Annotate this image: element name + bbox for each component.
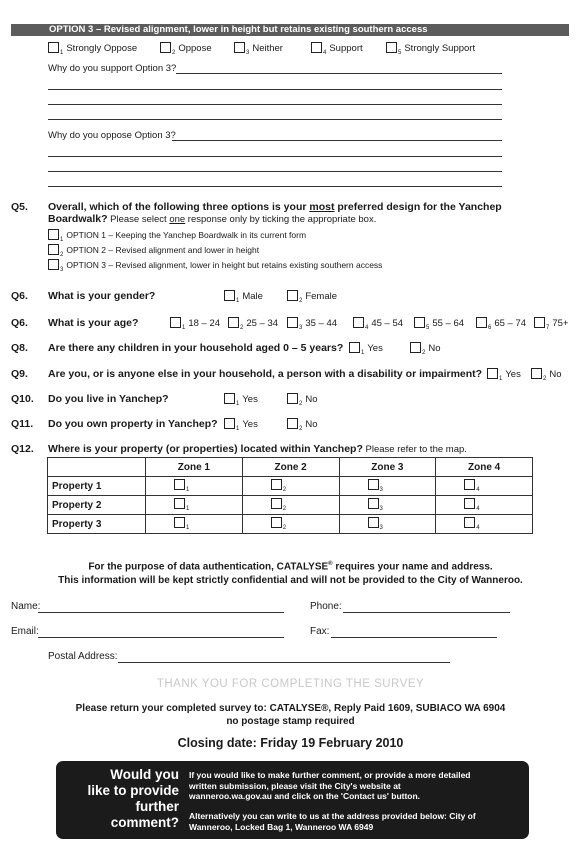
checkbox[interactable] <box>271 517 282 528</box>
zone-header-1: Zone 1 <box>146 458 243 477</box>
q6b-question: What is your age? <box>48 317 139 329</box>
banner-paragraph-2: Alternatively you can write to us at the address provided below: City of Wanneroo, Locked Bag 1, Wanneroo WA 6949 <box>189 811 476 832</box>
property-label: Property 1 <box>48 477 146 496</box>
table-row <box>48 496 533 515</box>
email-field[interactable] <box>38 637 284 638</box>
checkbox[interactable] <box>228 317 239 328</box>
name-field[interactable] <box>38 612 284 613</box>
q12-question: Where is your property (or properties) located within Yanchep? Please refer to the map. <box>48 443 467 455</box>
age-option-4[interactable]: $_4$ 45 – 54 <box>353 317 403 331</box>
zone-header-3: Zone 3 <box>339 458 436 477</box>
checkbox[interactable] <box>234 42 245 53</box>
q11-question: Do you own property in Yanchep? <box>48 418 218 430</box>
q5-number: Q5. <box>11 201 28 213</box>
option3-header-bar <box>11 24 569 36</box>
age-option-7[interactable]: $_7$ 75+ <box>534 317 568 331</box>
q6a-question: What is your gender? <box>48 290 156 302</box>
q11-number: Q11. <box>11 418 34 430</box>
checkbox[interactable] <box>464 498 475 509</box>
q5-option-3[interactable]: $_3$ OPTION 3 – Revised alignment, lower in height but retains existing southern access <box>48 259 382 273</box>
property-label: Property 3 <box>48 515 146 534</box>
checkbox[interactable] <box>224 393 235 404</box>
q11-yes[interactable]: $_1$ Yes <box>224 418 258 432</box>
p3-zone1[interactable]: 1 <box>146 515 243 534</box>
checkbox[interactable] <box>174 517 185 528</box>
checkbox[interactable] <box>487 368 498 379</box>
checkbox[interactable] <box>287 418 298 429</box>
q8-question: Are there any children in your household aged 0 – 5 years? <box>48 342 344 354</box>
postal-address-field[interactable] <box>118 662 450 663</box>
return-address-line-2: no postage stamp required <box>226 716 355 727</box>
checkbox[interactable] <box>414 317 425 328</box>
p2-zone1[interactable]: 1 <box>146 496 243 515</box>
p2-zone4[interactable]: 4 <box>436 496 533 515</box>
table-row <box>48 477 533 496</box>
why-support-line-3[interactable] <box>48 104 502 105</box>
zone-header-4: Zone 4 <box>436 458 533 477</box>
why-support-label: Why do you support Option 3? <box>48 63 177 74</box>
table-row <box>48 515 533 534</box>
q8-number: Q8. <box>11 342 28 354</box>
checkbox[interactable] <box>534 317 545 328</box>
checkbox[interactable] <box>174 498 185 509</box>
scale-option-5[interactable]: $_5$ Strongly Support <box>386 42 475 56</box>
checkbox[interactable] <box>353 317 364 328</box>
option3-header-text: OPTION 3 – Revised alignment, lower in height but retains existing southern access <box>49 24 428 35</box>
checkbox[interactable] <box>48 229 59 240</box>
q9-no[interactable]: $_2$ No <box>531 368 562 382</box>
q8-yes[interactable]: $_1$ Yes <box>349 342 383 356</box>
closing-date: Closing date: Friday 19 February 2010 <box>177 736 404 750</box>
checkbox[interactable] <box>174 479 185 490</box>
p3-zone3[interactable]: 3 <box>339 515 436 534</box>
zone-header-2: Zone 2 <box>242 458 339 477</box>
banner-heading: Would you like to provide further comment? <box>87 767 179 830</box>
p2-zone2[interactable]: 2 <box>242 496 339 515</box>
p1-zone4[interactable]: 4 <box>436 477 533 496</box>
checkbox[interactable] <box>476 317 487 328</box>
p3-zone2[interactable]: 2 <box>242 515 339 534</box>
q5-option-2[interactable]: $_2$ OPTION 2 – Revised alignment and lower in height <box>48 244 259 258</box>
fax-field[interactable] <box>331 637 497 638</box>
postal-address-label: Postal Address: <box>48 651 118 662</box>
scale-option-1[interactable]: $_1$ Strongly Oppose <box>48 42 137 56</box>
checkbox[interactable] <box>170 317 181 328</box>
checkbox[interactable] <box>464 479 475 490</box>
q11-no[interactable]: $_2$ No <box>287 418 318 432</box>
checkbox[interactable] <box>48 42 59 53</box>
scale-option-3[interactable]: $_3$ Neither <box>234 42 283 56</box>
gender-female[interactable]: $_2$ Female <box>287 290 337 304</box>
checkbox[interactable] <box>349 342 360 353</box>
phone-field[interactable] <box>343 612 510 613</box>
why-support-line-4[interactable] <box>48 119 502 120</box>
why-support-line-1[interactable] <box>176 73 502 74</box>
q6a-number: Q6. <box>11 290 28 302</box>
scale-option-2[interactable]: $_2$ Oppose <box>160 42 212 56</box>
gender-male[interactable]: $_1$ Male <box>224 290 263 304</box>
q10-question: Do you live in Yanchep? <box>48 393 169 405</box>
table-header-row <box>48 458 533 477</box>
table-corner <box>48 458 146 477</box>
why-oppose-line-2[interactable] <box>48 156 502 157</box>
age-option-3[interactable]: $_3$ 35 – 44 <box>287 317 337 331</box>
checkbox[interactable] <box>464 517 475 528</box>
q9-number: Q9. <box>11 368 28 380</box>
p3-zone4[interactable]: 4 <box>436 515 533 534</box>
phone-label: Phone: <box>310 601 342 612</box>
checkbox[interactable] <box>368 517 379 528</box>
further-comment-banner <box>56 761 529 839</box>
q10-no[interactable]: $_2$ No <box>287 393 318 407</box>
auth-statement-2: This information will be kept strictly confidential and will not be provided to the City of Wanneroo. <box>58 575 523 586</box>
checkbox[interactable] <box>410 342 421 353</box>
return-address-line-1: Please return your completed survey to: CATALYSE®, Reply Paid 1609, SUBIACO WA 6904 <box>75 703 506 714</box>
q5-question: Overall, which of the following three options is your most preferred design for the Yanchep Boardwalk? Please select one response only by ticking the appropriate box. <box>48 201 502 225</box>
checkbox[interactable] <box>386 42 397 53</box>
why-oppose-line-3[interactable] <box>48 171 502 172</box>
property-zone-table <box>47 457 533 534</box>
checkbox[interactable] <box>224 418 235 429</box>
q10-number: Q10. <box>11 393 34 405</box>
fax-label: Fax: <box>310 626 330 637</box>
checkbox[interactable] <box>287 393 298 404</box>
age-option-5[interactable]: $_5$ 55 – 64 <box>414 317 464 331</box>
checkbox[interactable] <box>368 479 379 490</box>
q12-number: Q12. <box>11 443 34 455</box>
email-label: Email: <box>11 626 39 637</box>
p1-zone3[interactable]: 3 <box>339 477 436 496</box>
auth-statement-1: For the purpose of data authentication, CATALYSE® requires your name and address. <box>88 561 493 573</box>
checkbox[interactable] <box>224 290 235 301</box>
q5-option-1[interactable]: $_1$ OPTION 1 – Keeping the Yanchep Boardwalk in its current form <box>48 229 306 243</box>
checkbox[interactable] <box>287 317 298 328</box>
p2-zone3[interactable]: 3 <box>339 496 436 515</box>
q6b-number: Q6. <box>11 317 28 329</box>
why-oppose-line-1[interactable] <box>172 140 502 141</box>
checkbox[interactable] <box>160 42 171 53</box>
checkbox[interactable] <box>48 259 59 270</box>
q9-yes[interactable]: $_1$ Yes <box>487 368 521 382</box>
property-label: Property 2 <box>48 496 146 515</box>
thank-you-text: THANK YOU FOR COMPLETING THE SURVEY <box>156 678 425 690</box>
checkbox[interactable] <box>311 42 322 53</box>
age-option-6[interactable]: $_6$ 65 – 74 <box>476 317 526 331</box>
checkbox[interactable] <box>271 479 282 490</box>
q9-question: Are you, or is anyone else in your household, a person with a disability or impairment? <box>48 368 483 380</box>
banner-paragraph-1: If you would like to make further comment, or provide a more detailed written submission, please visit the City's website at wanneroo.wa.gov.au and click on the 'Contact us' button. <box>189 770 471 801</box>
why-oppose-label: Why do you oppose Option 3? <box>48 130 176 141</box>
scale-option-4[interactable]: $_4$ Support <box>311 42 363 56</box>
checkbox[interactable] <box>368 498 379 509</box>
why-oppose-line-4[interactable] <box>48 186 502 187</box>
checkbox[interactable] <box>271 498 282 509</box>
name-label: Name: <box>11 601 41 612</box>
checkbox[interactable] <box>48 244 59 255</box>
p1-zone1[interactable]: 1 <box>146 477 243 496</box>
q8-no[interactable]: $_2$ No <box>410 342 441 356</box>
checkbox[interactable] <box>287 290 298 301</box>
checkbox[interactable] <box>531 368 542 379</box>
q10-yes[interactable]: $_1$ Yes <box>224 393 258 407</box>
why-support-line-2[interactable] <box>48 89 502 90</box>
age-option-1[interactable]: $_1$ 18 – 24 <box>170 317 220 331</box>
age-option-2[interactable]: $_2$ 25 – 34 <box>228 317 278 331</box>
p1-zone2[interactable]: 2 <box>242 477 339 496</box>
